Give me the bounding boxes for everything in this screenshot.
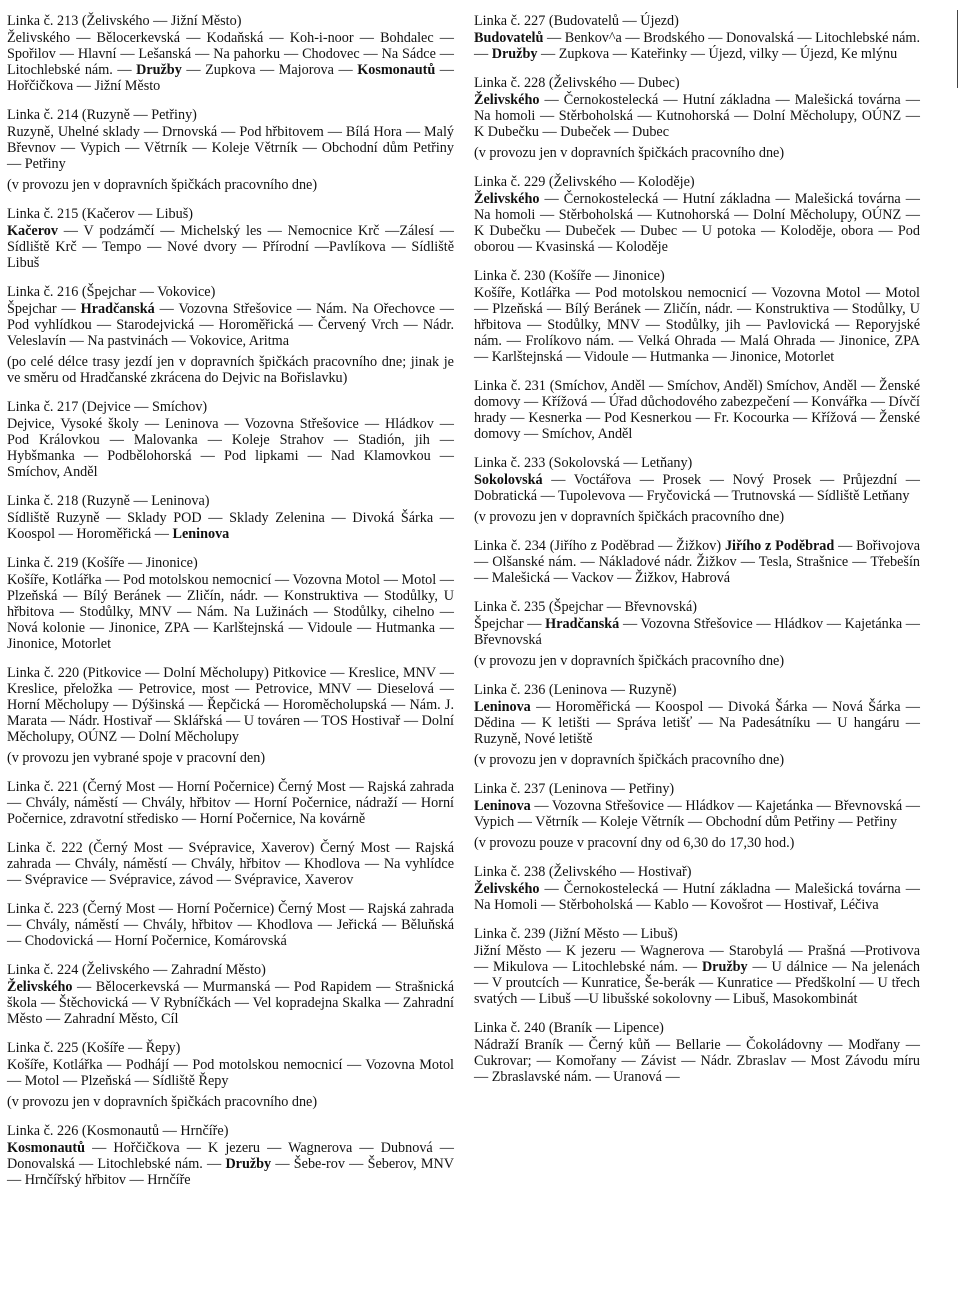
line-route: Želivského — Bělocerkevská — Kodaňská — Koh-i-noor — Bohdalec — Spořilov — Hlavní — Lešanská — Na pahorku — Chodovec — Na Sádce — Litochlebské nám. — Družby — Zupkova — Majorova — Kosmonautů — Hořčičkova — Jižní Město <box>7 30 454 94</box>
line-entry <box>474 864 920 913</box>
line-entry <box>474 378 920 442</box>
line-heading: Linka č. 216 (Špejchar — Vokovice) <box>7 284 216 300</box>
line-entry <box>474 174 920 255</box>
line-note: (v provozu jen v dopravních špičkách pracovního dne) <box>474 509 785 525</box>
line-heading: Linka č. 222 (Černý Most — Svépravice, Xaverov) Černý Most — Rajská zahrada — Chvály, náměstí — Chvály, hřbitov — Khodlova — Na vyhlídce — Svépravice — Svépravice, závod — Svépravice, Xaverov <box>7 840 454 888</box>
line-heading: Linka č. 224 (Želivského — Zahradní Město) <box>7 962 266 978</box>
line-heading: Linka č. 219 (Košíře — Jinonice) <box>7 555 198 571</box>
line-route: Sídliště Ruzyně — Sklady POD — Sklady Zelenina — Divoká Šárka — Koospol — Horoměřická — Leninova <box>7 510 454 542</box>
line-note: (po celé délce trasy jezdí jen v dopravních špičkách pracovního dne; jinak je ve směru od Hradčanské zkrácena do Dejvic na Bořislavku) <box>7 354 454 386</box>
line-note: (v provozu jen v dopravních špičkách pracovního dne) <box>474 752 785 768</box>
line-heading: Linka č. 239 (Jižní Město — Libuš) <box>474 926 678 942</box>
line-route: Želivského — Černokostelecká — Hutní základna — Malešická továrna — Na Homoli — Stěrboholská — Kablo — Kovošrot — Hostivař, Léčiva <box>474 881 920 913</box>
line-route: Želivského — Černokostelecká — Hutní základna — Malešická továrna — Na homoli — Stěrboholská — Kutnohorská — Dolní Měcholupy, OÚNZ — K Dubečku — Dubeček — Dubec — U potoka — Koloděje, obora — Pod oborou — Kvasinská — Koloděje <box>474 191 920 255</box>
line-heading: Linka č. 233 (Sokolovská — Letňany) <box>474 455 693 471</box>
line-note: (v provozu jen v dopravních špičkách pracovního dne) <box>474 145 785 161</box>
line-route: Kosmonautů — Hořčičkova — K jezeru — Wagnerova — Dubnová — Donovalská — Litochlebské nám. — Družby — Šebe-rov — Šeberov, MNV — Hrnčířský hřbitov — Hrnčíře <box>7 1140 454 1188</box>
line-entry <box>7 555 454 652</box>
line-entry <box>7 13 454 94</box>
line-entry <box>474 75 920 161</box>
line-heading: Linka č. 235 (Špejchar — Břevnovská) <box>474 599 697 615</box>
line-route: Košíře, Kotlářka — Pod motolskou nemocnicí — Vozovna Motol — Motol — Plzeňská — Bílý Beránek — Zličín, nádr. — Konstruktiva — Stodůlky, U hřbitova — Stodůlky, MNV — Stodůlky, jih — Pavlovická — Reporyjské nám. — Frolíkovo nám. — Velká Ohrada — Malá Ohrada — Jinonice, ZPA — Karlštejnská — Vidoule — Hutmanka — Jinonice, Motorlet <box>474 285 920 365</box>
line-heading: Linka č. 231 (Smíchov, Anděl — Smíchov, Anděl) Smíchov, Anděl — Ženské domovy — Křížová — Úřad důchodového zabezpečení — Konvářka — Dívčí hrady — Kesnerka — Pod Kesnerkou — Fr. Kocourka — Křížová — Ženské domovy — Smíchov, Anděl <box>474 378 920 442</box>
line-entry <box>474 781 920 851</box>
line-heading: Linka č. 220 (Pitkovice — Dolní Měcholupy) Pitkovice — Kreslice, MNV — Kreslice, přeložka — Petrovice, most — Petrovice, MNV — Dieselová — Horní Měcholupy — Dýšinská — Řepčická — Horoměcholupská — Nám. J. Marata — Nádr. Hostivař — Sklářská — U továren — TOS Hostivař — Dolní Měcholupy, OÚNZ — Dolní Měcholupy <box>7 665 454 745</box>
line-heading: Linka č. 236 (Leninova — Ruzyně) <box>474 682 677 698</box>
line-entry <box>474 682 920 768</box>
line-heading: Linka č. 218 (Ruzyně — Leninova) <box>7 493 210 509</box>
line-heading: Linka č. 225 (Košíře — Řepy) <box>7 1040 181 1056</box>
line-heading: Linka č. 230 (Košíře — Jinonice) <box>474 268 665 284</box>
line-note: (v provozu jen v dopravních špičkách pracovního dne) <box>474 653 785 669</box>
line-route: Želivského — Bělocerkevská — Murmanská — Pod Rapidem — Strašnická škola — Štěchovická — V Rybníčkách — Vel kopradejna Skalka — Zahradní Město — Zahradní Město, Cíl <box>7 979 454 1027</box>
line-heading: Linka č. 214 (Ruzyně — Petřiny) <box>7 107 197 123</box>
line-heading: Linka č. 226 (Kosmonautů — Hrnčíře) <box>7 1123 229 1139</box>
line-heading: Linka č. 217 (Dejvice — Smíchov) <box>7 399 208 415</box>
line-entry <box>474 1020 920 1085</box>
line-entry <box>7 107 454 193</box>
line-entry <box>7 840 454 888</box>
line-entry <box>7 493 454 542</box>
line-route: Leninova — Vozovna Střešovice — Hládkov — Kajetánka — Břevnovská — Vypich — Větrník — Koleje Větrník — Obchodní dům Petřiny — Petřiny <box>474 798 920 830</box>
line-heading: Linka č. 221 (Černý Most — Horní Počernice) Černý Most — Rajská zahrada — Chvály, náměstí — Chvály, hřbitov — Horní Počernice, nádraží — Horní Počernice, zdravotní středisko — Horní Počernice, Na kovárně <box>7 779 454 827</box>
line-route: Košíře, Kotlářka — Podhájí — Pod motolskou nemocnicí — Vozovna Motol — Motol — Plzeňská — Sídliště Řepy <box>7 1057 454 1089</box>
line-heading: Linka č. 238 (Želivského — Hostivař) <box>474 864 692 880</box>
line-heading: Linka č. 228 (Želivského — Dubec) <box>474 75 680 91</box>
line-route: Jižní Město — K jezeru — Wagnerova — Starobylá — Prašná —Protivova — Mikulova — Litochlebské nám. — Družby — U dálnice — Na jelenách — V proutcích — Kunratice, Še-berák — Kunratice — Předškolní — U třech svatých — Libuš —U libušské sokolovny — Libuš, Masokombinát <box>474 943 920 1007</box>
line-heading: Linka č. 234 (Jiřího z Poděbrad — Žižkov) Jiřího z Poděbrad — Bořivojova — Olšanské nám. — Nákladové nádr. Žižkov — Tesla, Strašnice — Třebešín — Malešická — Vackov — Žižkov, Habrová <box>474 538 920 586</box>
line-note: (v provozu pouze v pracovní dny od 6,30 do 17,30 hod.) <box>474 835 795 851</box>
line-heading: Linka č. 213 (Želivského — Jižní Město) <box>7 13 242 29</box>
line-entry <box>7 206 454 271</box>
line-entry <box>7 779 454 827</box>
line-entry <box>474 13 920 62</box>
line-entry <box>7 665 454 766</box>
left-column <box>7 13 454 1201</box>
line-entry <box>7 901 454 949</box>
line-route: Nádraží Braník — Černý kůň — Bellarie — Čokoládovny — Modřany — Cukrovar; — Komořany — Závist — Nádr. Zbraslav — Most Závodu míru — Zbraslavské nám. — Uranová — <box>474 1037 920 1085</box>
line-entry <box>474 455 920 525</box>
line-heading: Linka č. 229 (Želivského — Koloděje) <box>474 174 695 190</box>
line-route: Leninova — Horoměřická — Koospol — Divoká Šárka — Nová Šárka — Dědina — K letišti — Správa letišť — Na Padesátníku — U hangáru — Ruzyně, Nové letiště <box>474 699 920 747</box>
line-heading: Linka č. 227 (Budovatelů — Újezd) <box>474 13 679 29</box>
line-entry <box>7 399 454 480</box>
line-heading: Linka č. 240 (Braník — Lipence) <box>474 1020 664 1036</box>
line-route: Sokolovská — Voctářova — Prosek — Nový Prosek — Průjezdní — Dobratická — Tupolevova — Fryčovická — Trutnovská — Sídliště Letňany <box>474 472 920 504</box>
line-heading: Linka č. 237 (Leninova — Petřiny) <box>474 781 675 797</box>
line-route: Želivského — Černokostelecká — Hutní základna — Malešická továrna — Na homoli — Stěrboholská — Kutnohorská — Dolní Měcholupy, OÚNZ — K Dubečku — Dubeček — Dubec <box>474 92 920 140</box>
line-heading: Linka č. 215 (Kačerov — Libuš) <box>7 206 193 222</box>
line-entry <box>7 284 454 386</box>
line-heading: Linka č. 223 (Černý Most — Horní Počernice) Černý Most — Rajská zahrada — Chvály, náměstí — Chvály, hřbitov — Khodlova — Jeřická — Běluňská — Chodovická — Horní Počernice, Komárovská <box>7 901 454 949</box>
line-route: Špejchar — Hradčanská — Vozovna Střešovice — Hládkov — Kajetánka — Břevnovská <box>474 616 920 648</box>
line-route: Špejchar — Hradčanská — Vozovna Střešovice — Nám. Na Ořechovce — Pod vyhlídkou — Starodejvická — Horoměřická — Červený Vrch — Nádr. Veleslavín — Na pastvinách — Vokovice, Aritma <box>7 301 454 349</box>
right-column <box>474 13 920 1098</box>
line-note: (v provozu jen vybrané spoje v pracovní den) <box>7 750 266 766</box>
line-route: Ruzyně, Uhelné sklady — Drnovská — Pod hřbitovem — Bílá Hora — Malý Břevnov — Vypich — Větrník — Koleje Větrník — Obchodní dům Petřiny — Petřiny <box>7 124 454 172</box>
line-route: Dejvice, Vysoké školy — Leninova — Vozovna Střešovice — Hládkov — Pod Královkou — Malovanka — Koleje Strahov — Stadión, jih — Hybšmanka — Podbělohorská — Pod lipkami — Nad Klamovkou — Smíchov, Anděl <box>7 416 454 480</box>
line-entry <box>474 926 920 1007</box>
line-entry <box>7 1123 454 1188</box>
line-route: Košíře, Kotlářka — Pod motolskou nemocnicí — Vozovna Motol — Motol — Plzeňská — Bílý Beránek — Zličín, nádr. — Konstruktiva — Stodůlky, U hřbitova — Stodůlky, MNV — Nám. Na Lužinách — Stodůlky, cihelno — Nová kolonie — Jinonice, ZPA — Karlštejnská — Vidoule — Hutmanka — Jinonice, Motorlet <box>7 572 454 652</box>
line-entry <box>474 599 920 669</box>
line-entry <box>7 1040 454 1110</box>
line-entry <box>474 268 920 365</box>
line-route: Budovatelů — Benkov^a — Brodského — Donovalská — Litochlebské nám. — Družby — Zupkova — Kateřinky — Újezd, vilky — Újezd, Ke mlýnu <box>474 30 920 62</box>
line-note: (v provozu jen v dopravních špičkách pracovního dne) <box>7 177 318 193</box>
line-entry <box>7 962 454 1027</box>
page-edge-line <box>957 10 958 88</box>
line-note: (v provozu jen v dopravních špičkách pracovního dne) <box>7 1094 318 1110</box>
line-route: Kačerov — V podzámčí — Michelský les — Nemocnice Krč —Zálesí — Sídliště Krč — Tempo — Nové dvory — Přírodní —Pavlíkova — Sídliště Libuš <box>7 223 454 271</box>
line-entry <box>474 538 920 586</box>
